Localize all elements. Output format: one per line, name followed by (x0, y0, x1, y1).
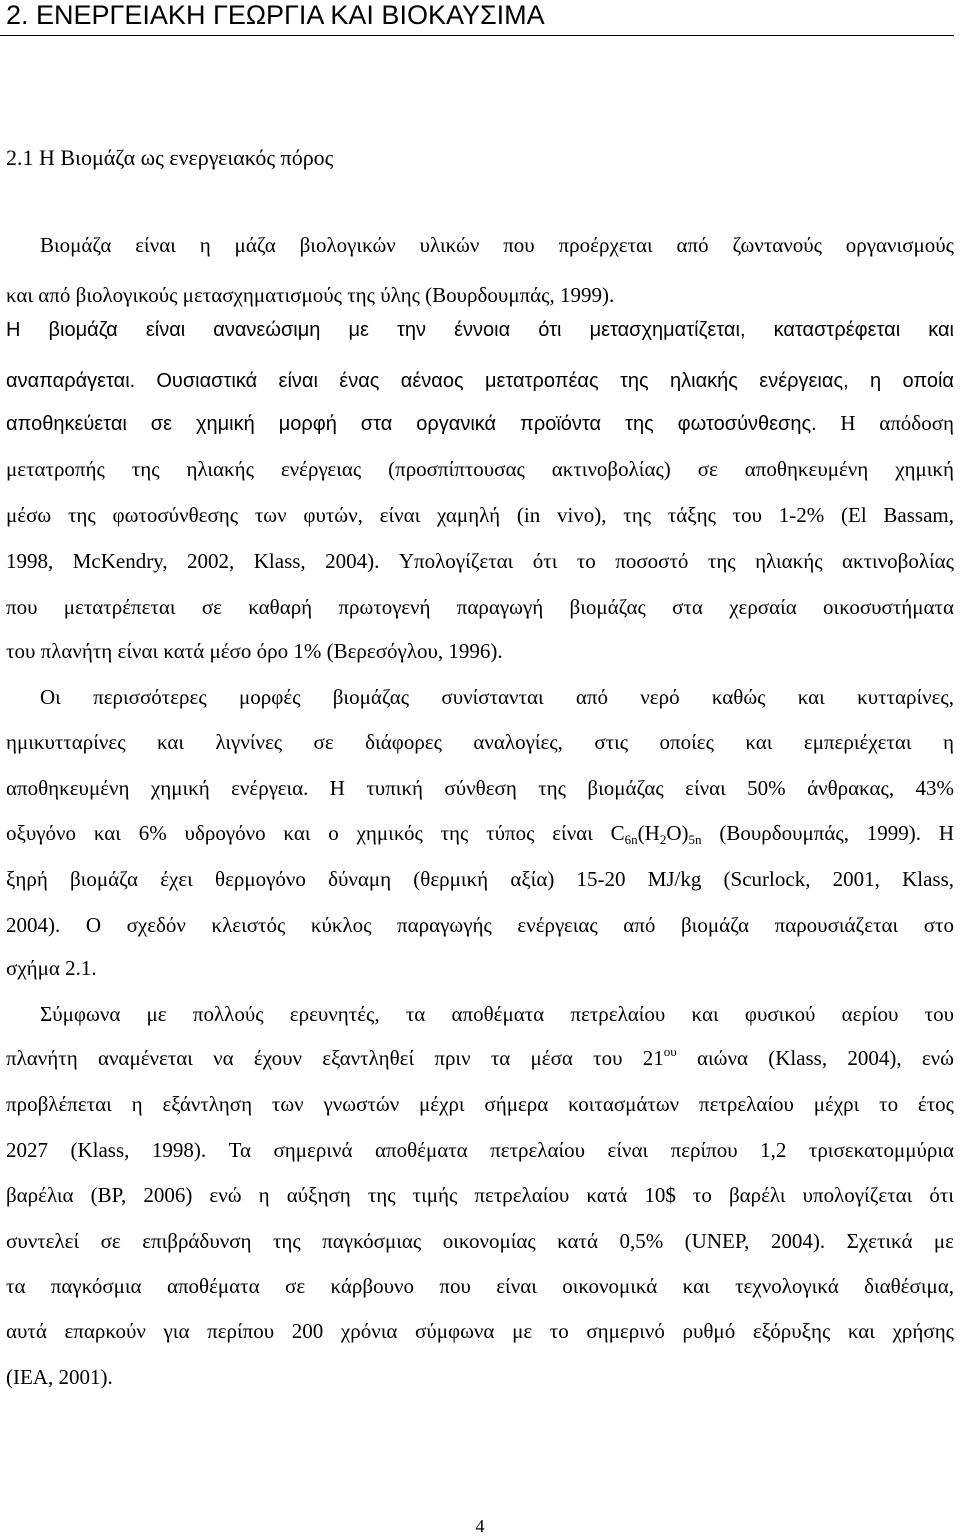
formula-subscript: 2 (659, 832, 667, 847)
text-line: 2027 (Klass, 1998). Τα σημερινά αποθέματα πετρελαίου είναι περίπου 1,2 τρισεκατομμύρια (6, 1138, 954, 1162)
text-span: Η απόδοση (840, 411, 954, 435)
text-line: τα παγκόσμια αποθέματα σε κάρβουνο που είναι οικονομικά και τεχνολογικά διαθέσιμα, (6, 1274, 954, 1298)
text-span: οξυγόνο και 6% υδρογόνο και ο χημικός της τύπος είναι C (6, 821, 625, 845)
text-line: 2004). Ο σχεδόν κλειστός κύκλος παραγωγής ενέργειας από βιομάζα παρουσιάζεται στο (6, 913, 954, 937)
text-line: 1998, McKendry, 2002, Klass, 2004). Υπολογίζεται ότι το ποσοστό της ηλιακής ακτινοβολίας (6, 549, 954, 573)
text-span: αποθηκευμένη χημική ενέργεια. (6, 776, 309, 800)
text-line: προβλέπεται η εξάντληση των γνωστών μέχρι σήμερα κοιτασμάτων πετρελαίου μέχρι το έτος (6, 1092, 954, 1116)
text-line: ημικυτταρίνες και λιγνίνες σε διάφορες αναλογίες, στις οποίες και εμπεριέχεται η (6, 730, 954, 754)
text-span: O) (666, 821, 689, 845)
text-line (6, 820, 954, 846)
section-title: 2.1 Η Βιομάζα ως ενεργειακός πόρος (6, 145, 334, 170)
formula-subscript: 6n (624, 832, 638, 847)
text-line: Η βιομάζα είναι ανανεώσιμη με την έννοια ότι μετασχηματίζεται, καταστρέφεται και (6, 319, 954, 341)
text-line: Βιομάζα είναι η μάζα βιολογικών υλικών που προέρχεται από ζωντανούς οργανισμούς (40, 233, 954, 257)
text-span: αιώνα (Klass, 2004), ενώ (676, 1046, 954, 1070)
text-line: του πλανήτη είναι κατά μέσο όρο 1% (Βερεσόγλου, 1996). (6, 639, 503, 663)
text-line (6, 1045, 954, 1071)
text-span: (H (637, 821, 660, 845)
text-line: Σύμφωνα με πολλούς ερευνητές, τα αποθέματα πετρελαίου και φυσικού αερίου του (40, 1002, 954, 1026)
text-line: (IEA, 2001). (6, 1365, 113, 1389)
chapter-divider (0, 35, 954, 36)
text-line: και από βιολογικούς μετασχηματισμούς της ύλης (Βουρδουμπάς, 1999). (6, 283, 615, 307)
text-line: που μετατρέπεται σε καθαρή πρωτογενή παραγωγή βιομάζας στα χερσαία οικοσυστήματα (6, 595, 954, 619)
page-number: 4 (475, 1516, 485, 1536)
text-line (6, 410, 954, 437)
chapter-title: 2. ΕΝΕΡΓΕΙΑΚΗ ΓΕΩΡΓΙΑ ΚΑΙ ΒΙΟΚΑΥΣΙΜΑ (6, 0, 545, 30)
ordinal-superscript: ου (663, 1044, 677, 1059)
text-span: Ουσιαστικά είναι ένας αέναος μετατροπέας της ηλιακής ενέργειας, η οποία (156, 370, 954, 392)
text-line: βαρέλια (BP, 2006) ενώ η αύξηση της τιμής πετρελαίου κατά 10$ το βαρέλι υπολογίζεται ότι (6, 1183, 954, 1207)
text-line: μετατροπής της ηλιακής ενέργειας (προσπίπτουσας ακτινοβολίας) σε αποθηκευμένη χημική (6, 457, 954, 481)
text-line: συντελεί σε επιβράδυνση της παγκόσμιας οικονομίας κατά 0,5% (UNEP, 2004). Σχετικά με (6, 1229, 954, 1253)
text-line: Οι περισσότερες μορφές βιομάζας συνίστανται από νερό καθώς και κυτταρίνες, (40, 685, 954, 709)
formula-subscript: 5n (688, 832, 702, 847)
text-line (6, 367, 954, 394)
text-line: αυτά επαρκούν για περίπου 200 χρόνια σύμφωνα με το σημερινό ρυθμό εξόρυξης και χρήσης (6, 1319, 954, 1343)
text-span: πλανήτη αναμένεται να έχουν εξαντληθεί πριν τα μέσα του 21 (6, 1046, 664, 1070)
text-line: ξηρή βιομάζα έχει θερμογόνο δύναμη (θερμική αξία) 15-20 MJ/kg (Scurlock, 2001, Klass, (6, 867, 954, 891)
text-line: σχήμα 2.1. (6, 956, 97, 980)
text-span: αποθηκεύεται σε χημική μορφή στα οργανικά προϊόντα της φωτοσύνθεσης. (6, 413, 817, 435)
text-line: μέσω της φωτοσύνθεσης των φυτών, είναι χαμηλή (in vivo), της τάξης του 1-2% (El Bassam, (6, 503, 954, 527)
text-span: Η τυπική σύνθεση της βιομάζας είναι 50% άνθρακας, 43% (329, 776, 955, 800)
text-span: (Βουρδουμπάς, 1999). Η (701, 821, 954, 845)
text-line (6, 775, 954, 801)
text-span: αναπαράγεται. (6, 370, 136, 392)
